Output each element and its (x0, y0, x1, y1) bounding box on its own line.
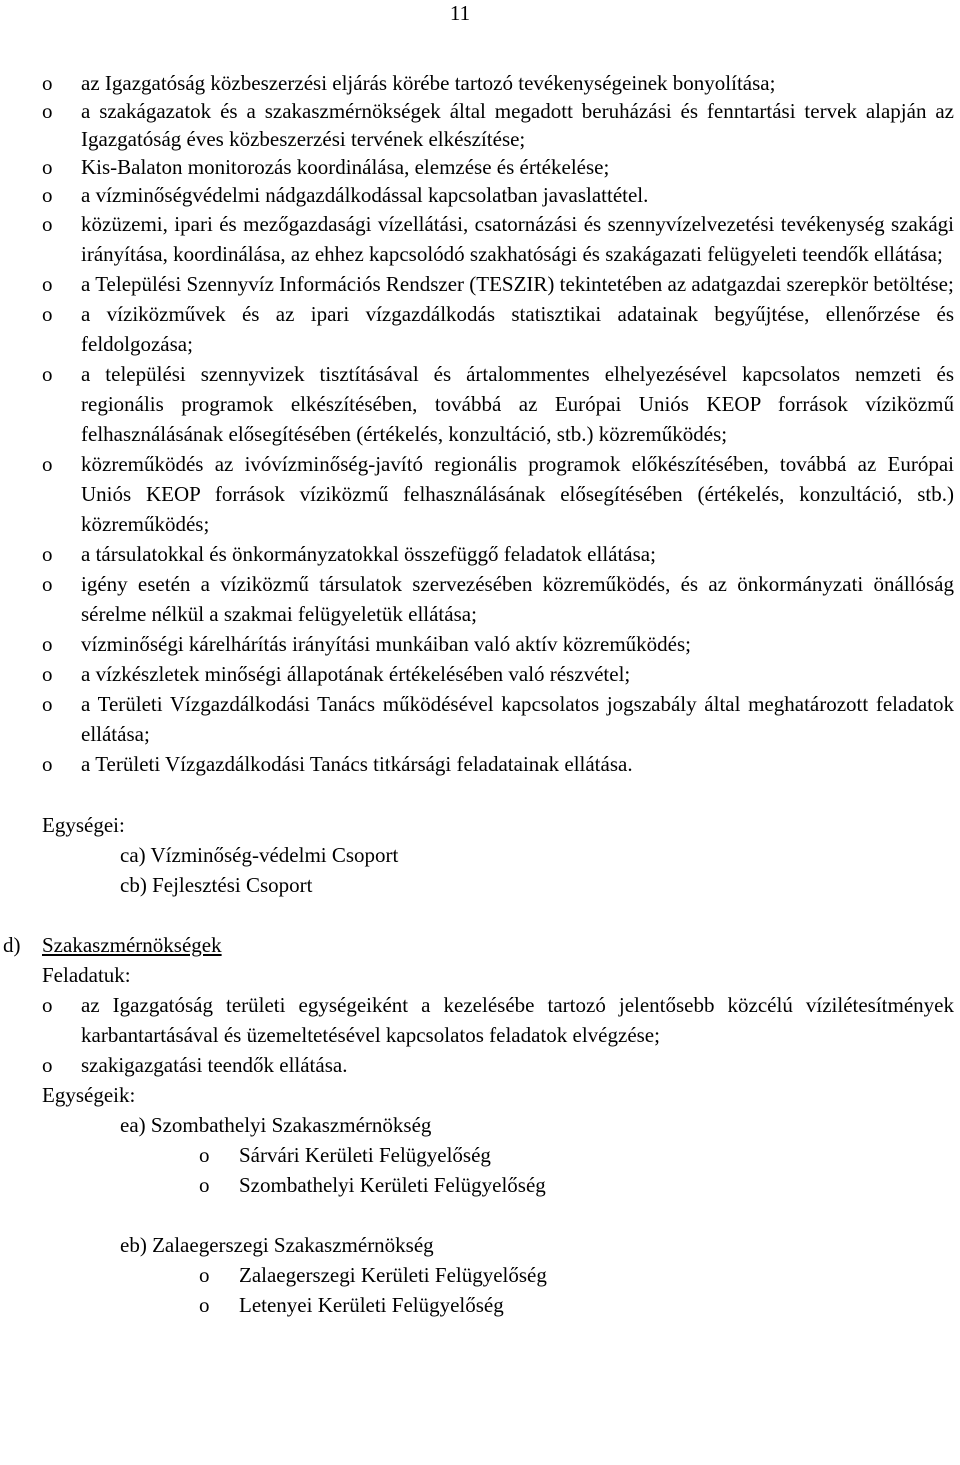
spacer (0, 779, 960, 810)
list-item (0, 1050, 960, 1080)
subunit-item (0, 1170, 960, 1200)
subunit-text: Sárvári Kerületi Felügyelőség (239, 1143, 491, 1167)
subunit-text: Szombathelyi Kerületi Felügyelőség (239, 1173, 546, 1197)
list-item (0, 689, 960, 749)
page-number: 11 (449, 1, 471, 25)
list-item (0, 749, 960, 779)
list-item-text: az Igazgatóság közbeszerzési eljárás körébe tartozó tevékenységeinek bonyolítása; (81, 71, 776, 95)
list-item-text: közreműködés az ivóvízminőség-javító regionális programok előkészítésében, továbbá az Európai Uniós KEOP források víziközmű felhasználásának elősegítésében (értékelés, konzultáció, stb.) közreműködés; (81, 452, 954, 536)
list-bullet: o (42, 99, 53, 123)
duties-label: Feladatuk: (42, 963, 131, 987)
section-heading (0, 930, 960, 960)
unit-item: cb) Fejlesztési Csoport (120, 873, 313, 897)
list-item (0, 69, 960, 97)
list-item-text: a Területi Vízgazdálkodási Tanács titkársági feladatainak ellátása. (81, 752, 633, 776)
list-bullet: o (42, 572, 53, 596)
list-item-text: a vízminőségvédelmi nádgazdálkodással kapcsolatban javaslattétel. (81, 183, 649, 207)
list-item (0, 359, 960, 449)
list-item-text: a víziközművek és az ipari vízgazdálkodás statisztikai adatainak begyűjtése, ellenőrzése és feldolgozása; (81, 302, 954, 356)
section-title: Szakaszmérnökségek (42, 933, 222, 957)
list-bullet: o (42, 692, 53, 716)
list-item (0, 569, 960, 629)
list-item (0, 299, 960, 359)
list-bullet: o (42, 632, 53, 656)
list-item (0, 659, 960, 689)
list-bullet: o (42, 452, 53, 476)
list-item (0, 269, 960, 299)
list-bullet: o (42, 155, 53, 179)
list-item (0, 990, 960, 1050)
list-bullet: o (199, 1293, 210, 1317)
spacer (0, 900, 960, 930)
list-bullet: o (42, 662, 53, 686)
list-item-text: a vízkészletek minőségi állapotának értékelésében való részvétel; (81, 662, 631, 686)
units-label: Egységei: (42, 813, 125, 837)
list-item (0, 181, 960, 209)
page-content (0, 69, 960, 1320)
unit-item: ca) Vízminőség-védelmi Csoport (120, 843, 399, 867)
unit-item: eb) Zalaegerszegi Szakaszmérnökség (120, 1233, 434, 1257)
list-bullet: o (42, 212, 53, 236)
list-item (0, 449, 960, 539)
list-bullet: o (42, 71, 53, 95)
list-bullet: o (42, 362, 53, 386)
list-item-text: a települési szennyvizek tisztításával és ártalommentes elhelyezésével kapcsolatos nemzeti és regionális programok elkészítésében, továbbá az Európai Uniós KEOP források víziközmű felhasználásának elősegítésében (értékelés, konzultáció, stb.) közreműködés; (81, 362, 954, 446)
subunit-item (0, 1290, 960, 1320)
units-label: Egységeik: (42, 1083, 136, 1107)
section-d (0, 930, 960, 1320)
subunit-text: Letenyei Kerületi Felügyelőség (239, 1293, 504, 1317)
list-item-text: szakigazgatási teendők ellátása. (81, 1053, 348, 1077)
list-item (0, 209, 960, 269)
list-bullet: o (42, 993, 53, 1017)
unit-item: ea) Szombathelyi Szakaszmérnökség (120, 1113, 432, 1137)
section-letter: d) (3, 933, 21, 957)
list-item-text: a társulatokkal és önkormányzatokkal összefüggő feladatok ellátása; (81, 542, 656, 566)
list-bullet: o (42, 752, 53, 776)
list-item-text: igény esetén a víziközmű társulatok szervezésében közreműködés, és az önkormányzati önállóság sérelme nélkül a szakmai felügyeletük ellátása; (81, 572, 954, 626)
list-item-text: közüzemi, ipari és mezőgazdasági vízellátási, csatornázási és szennyvízelvezetési tevékenység szakági irányítása, koordinálása, az ehhez kapcsolódó szakhatósági és szakágazati felügyeleti teendők ellátása; (81, 212, 954, 266)
list-bullet: o (42, 302, 53, 326)
subunit-item (0, 1260, 960, 1290)
list-item-text: a Települési Szennyvíz Információs Rendszer (TESZIR) tekintetében az adatgazdai szerepkör betöltése; (81, 272, 954, 296)
list-bullet: o (199, 1173, 210, 1197)
spacer (0, 1200, 960, 1230)
list-bullet: o (42, 1053, 53, 1077)
duties-list (0, 69, 960, 779)
list-bullet: o (42, 183, 53, 207)
list-bullet: o (199, 1263, 210, 1287)
units-c-block (0, 810, 960, 900)
list-item (0, 539, 960, 569)
list-item (0, 629, 960, 659)
list-item (0, 97, 960, 153)
list-item (0, 153, 960, 181)
list-item-text: Kis-Balaton monitorozás koordinálása, elemzése és értékelése; (81, 155, 610, 179)
subunit-item (0, 1140, 960, 1170)
list-item-text: az Igazgatóság területi egységeiként a kezelésébe tartozó jelentősebb közcélú vízilétesítmények karbantartásával és üzemeltetésével kapcsolatos feladatok elvégzése; (81, 993, 954, 1047)
list-bullet: o (199, 1143, 210, 1167)
list-item-text: a Területi Vízgazdálkodási Tanács működésével kapcsolatos jogszabály által meghatározott feladatok ellátása; (81, 692, 954, 746)
list-bullet: o (42, 272, 53, 296)
list-item-text: vízminőségi kárelhárítás irányítási munkáiban való aktív közreműködés; (81, 632, 691, 656)
list-item-text: a szakágazatok és a szakaszmérnökségek által megadott beruházási és fenntartási tervek alapján az Igazgatóság éves közbeszerzési tervének elkészítése; (81, 99, 954, 151)
subunit-text: Zalaegerszegi Kerületi Felügyelőség (239, 1263, 547, 1287)
list-bullet: o (42, 542, 53, 566)
